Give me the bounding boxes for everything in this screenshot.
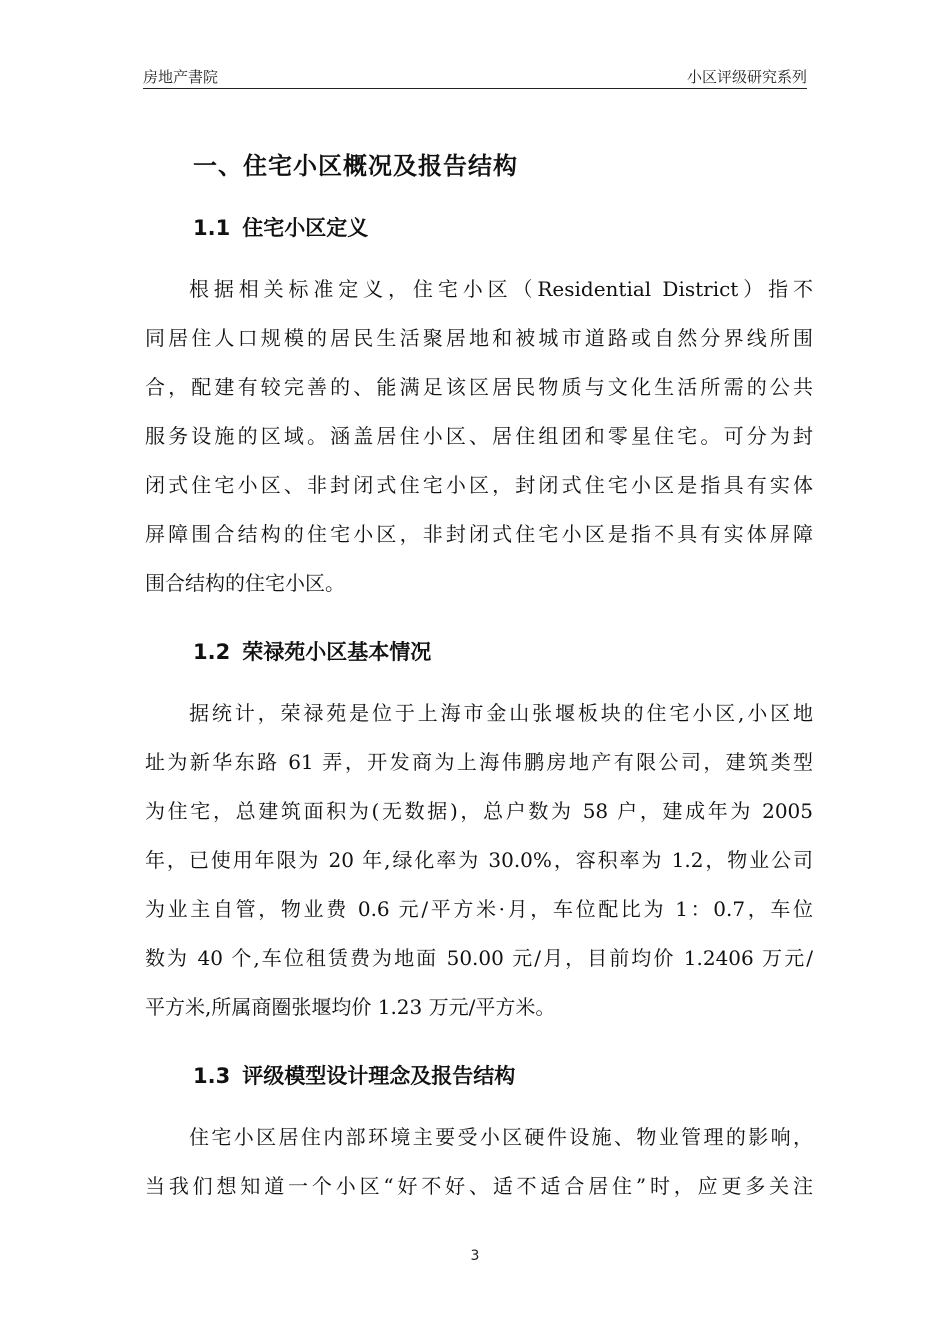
section-number: 1.1 bbox=[193, 216, 231, 240]
paragraph-line: 闭式住宅小区、非封闭式住宅小区，封闭式住宅小区是指具有实体 bbox=[145, 473, 813, 497]
page-header bbox=[143, 66, 807, 89]
paragraph-line: 围合结构的住宅小区。 bbox=[145, 571, 345, 595]
section-heading-1-2 bbox=[193, 636, 431, 666]
page-number: 3 bbox=[470, 1248, 480, 1264]
paragraph-definition bbox=[145, 265, 813, 608]
section-title: 荣禄苑小区基本情况 bbox=[242, 640, 432, 664]
paragraph-line: 平方米,所属商圈张堰均价 1.23 万元/平方米。 bbox=[145, 995, 556, 1019]
paragraph-line: 服务设施的区域。涵盖居住小区、居住组团和零星住宅。可分为封 bbox=[145, 424, 813, 448]
paragraph-line: 据统计，荣禄苑是位于上海市金山张堰板块的住宅小区,小区地 bbox=[189, 701, 813, 725]
paragraph-line: 同居住人口规模的居民生活聚居地和被城市道路或自然分界线所围 bbox=[145, 326, 813, 350]
paragraph-line: 址为新华东路 61 弄，开发商为上海伟鹏房地产有限公司，建筑类型 bbox=[145, 750, 813, 774]
section-heading-1-3 bbox=[193, 1060, 515, 1090]
paragraph-line: 住宅小区居住内部环境主要受小区硬件设施、物业管理的影响， bbox=[189, 1125, 813, 1149]
paragraph-basic-info bbox=[145, 689, 813, 1032]
section-number: 1.2 bbox=[193, 640, 231, 664]
section-number: 1.3 bbox=[193, 1064, 231, 1088]
paragraph-line: 为业主自管，物业费 0.6 元/平方米·月，车位配比为 1：0.7，车位 bbox=[145, 897, 813, 921]
section-heading-1-1 bbox=[193, 212, 368, 242]
chapter-title: 一、住宅小区概况及报告结构 bbox=[193, 152, 518, 180]
section-title: 住宅小区定义 bbox=[242, 216, 369, 240]
header-right-title: 小区评级研究系列 bbox=[686, 68, 807, 86]
paragraph-line: 为住宅，总建筑面积为(无数据)，总户数为 58 户，建成年为 2005 bbox=[145, 799, 813, 823]
paragraph-line: 屏障围合结构的住宅小区，非封闭式住宅小区是指不具有实体屏障 bbox=[145, 522, 813, 546]
paragraph-line: 年，已使用年限为 20 年,绿化率为 30.0%，容积率为 1.2，物业公司 bbox=[145, 848, 813, 872]
paragraph-model-design bbox=[145, 1113, 813, 1211]
header-left-title: 房地产書院 bbox=[143, 68, 219, 86]
paragraph-line: 根据相关标准定义，住宅小区（Residential District）指不 bbox=[189, 277, 813, 301]
section-title: 评级模型设计理念及报告结构 bbox=[242, 1064, 516, 1088]
paragraph-line: 合，配建有较完善的、能满足该区居民物质与文化生活所需的公共 bbox=[145, 375, 813, 399]
paragraph-line: 数为 40 个,车位租赁费为地面 50.00 元/月，目前均价 1.2406 万元/ bbox=[145, 946, 813, 970]
paragraph-line: 当我们想知道一个小区“好不好、适不适合居住”时，应更多关注 bbox=[145, 1174, 813, 1198]
